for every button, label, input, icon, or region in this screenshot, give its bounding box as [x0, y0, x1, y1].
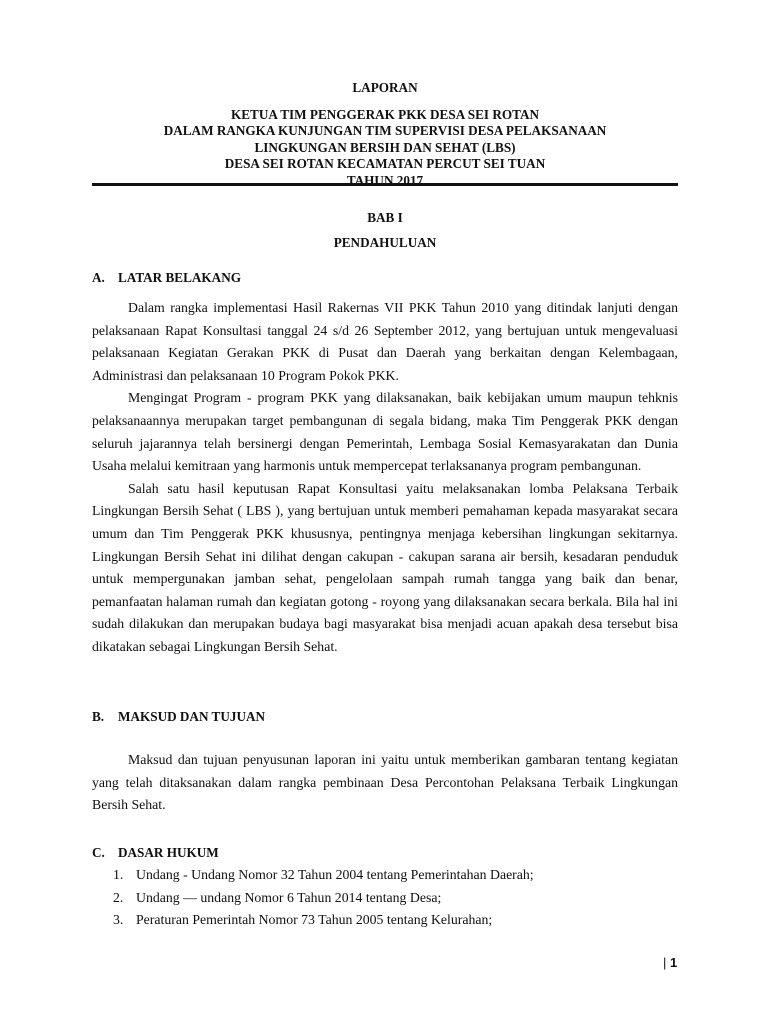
list-item [113, 909, 534, 932]
section-c-title: DASAR HUKUM [118, 845, 219, 860]
report-title-block [92, 80, 678, 189]
legal-basis-list [113, 864, 534, 932]
chapter-number: BAB I [367, 210, 403, 225]
section-b-label: B. [92, 709, 105, 724]
list-item-text: Undang - Undang Nomor 32 Tahun 2004 tentang Pemerintahan Daerah; [136, 867, 534, 882]
list-item-text: Peraturan Pemerintah Nomor 73 Tahun 2005 tentang Kelurahan; [136, 912, 493, 928]
chapter-title: PENDAHULUAN [333, 235, 437, 250]
list-item-text: Undang — undang Nomor 6 Tahun 2014 tentang Desa; [136, 889, 442, 905]
report-subtitle-line-2: DALAM RANGKA KUNJUNGAN TIM SUPERVISI DESA PELAKSANAAN [163, 123, 607, 138]
paragraph: Salah satu hasil keputusan Rapat Konsultasi yaitu melaksanakan lomba Pelaksana Terbaik Lingkungan Bersih Sehat ( LBS ), yang bertujuan untuk memberi pemahaman kepada masyarakat secara umum dan Tim Penggerak PKK khususnya, pentingnya menjaga kebersihan lingkungan sekitarnya. Lingkungan Bersih Sehat ini dilihat dengan cakupan - cakupan sarana air bersih, kesadaran penduduk untuk mempergunakan jamban sehat, pengelolaan sampah rumah tangga yang baik dan benar, pemanfaatan halaman rumah dan kegiatan gotong - royong yang dilaksanakan secara berkala. Bila hal ini sudah dilakukan dan merupakan budaya bagi masyarakat bisa menjadi acuan apakah desa tersebut bisa dikatakan sebagai Lingkungan Bersih Sehat. [92, 480, 678, 654]
section-c-label: C. [92, 845, 105, 860]
list-item-number: 2. [113, 889, 124, 905]
section-c-heading [92, 845, 219, 861]
page-number-separator: | [663, 955, 667, 970]
report-subtitle-line-1: KETUA TIM PENGGERAK PKK DESA SEI ROTAN [230, 106, 539, 122]
report-subtitle-line-4: DESA SEI ROTAN KECAMATAN PERCUT SEI TUAN [224, 156, 546, 171]
report-title: LAPORAN [352, 80, 418, 95]
list-item-number: 3. [113, 912, 124, 928]
paragraph: Mengingat Program - program PKK yang dilaksanakan, baik kebijakan umum maupun tehknis pelaksanaannya merupakan target pembangunan di segala bidang, maka Tim Penggerak PKK dengan seluruh jajarannya telah bersinergi dengan Pemerintah, Lembaga Sosial Kemasyarakatan dan Dunia Usaha melalui kemitraan yang harmonis untuk mempercepat terlaksananya program pembangunan. [92, 390, 678, 474]
page-number-value: 1 [670, 955, 678, 970]
list-item-number: 1. [113, 867, 124, 882]
list-item [113, 864, 534, 887]
title-divider [92, 183, 678, 186]
page-number [663, 955, 677, 970]
report-subtitle-line-3: LINGKUNGAN BERSIH DAN SEHAT (LBS) [254, 139, 516, 155]
section-a-title: LATAR BELAKANG [118, 270, 241, 285]
section-a-body [92, 297, 678, 659]
paragraph: Dalam rangka implementasi Hasil Rakernas VII PKK Tahun 2010 yang ditindak lanjuti dengan pelaksanaan Rapat Konsultasi tanggal 24 s/d 26 September 2012, yang bertujuan untuk mengevaluasi pelaksanaan Kegiatan Gerakan PKK di Pusat dan Daerah yang berkaitan dengan Kelembagaan, Administrasi dan pelaksanaan 10 Program Pokok PKK. [92, 300, 678, 383]
section-a-heading [92, 270, 241, 286]
report-year: TAHUN 2017 [346, 172, 424, 188]
section-b-title: MAKSUD DAN TUJUAN [118, 709, 266, 724]
section-b-body [92, 749, 678, 817]
section-b-heading [92, 709, 265, 725]
paragraph: Maksud dan tujuan penyusunan laporan ini yaitu untuk memberikan gambaran tentang kegiatan yang telah ditaksanakan dalam rangka pembinaan Desa Percontohan Pelaksana Terbaik Lingkungan Bersih Sehat. [92, 752, 678, 813]
list-item [113, 887, 534, 910]
section-a-label: A. [92, 270, 105, 285]
